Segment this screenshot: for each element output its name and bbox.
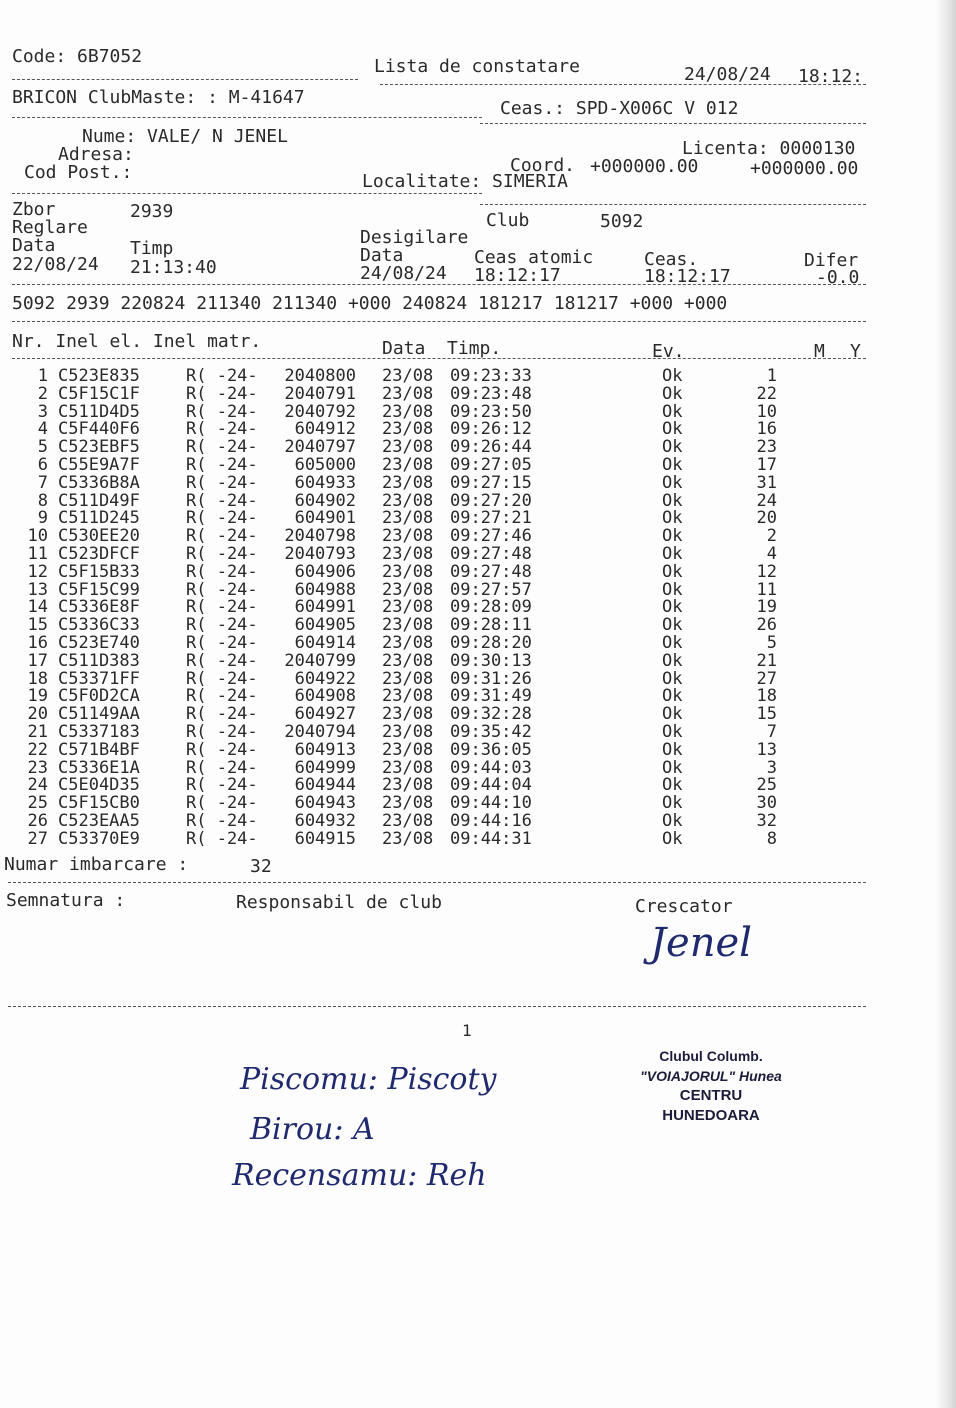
- event-status: Ok: [662, 721, 683, 742]
- divider: [12, 193, 482, 194]
- event-status: Ok: [662, 490, 683, 511]
- clock-label: Ceas.: SPD-X006C V 012: [500, 98, 739, 119]
- position-y: 26: [756, 615, 777, 636]
- row-number: 8: [37, 490, 48, 511]
- divider: [12, 358, 866, 359]
- ring-number: 2040794: [284, 721, 356, 742]
- club-label: Club: [486, 210, 530, 231]
- owner-name: Nume: VALE/ N JENEL: [82, 126, 288, 147]
- event-status: Ok: [662, 704, 683, 725]
- arrival-date: 23/08: [382, 810, 434, 831]
- code-label: Code: 6B7052: [12, 46, 143, 67]
- event-status: Ok: [662, 561, 683, 582]
- electronic-ring: C5F15C1F: [58, 383, 140, 404]
- divider: [480, 123, 866, 124]
- arrival-time: 09:26:12: [450, 419, 532, 440]
- ring-prefix: R( -24-: [186, 704, 258, 725]
- handwritten-line-2: Birou: A: [250, 1112, 375, 1147]
- setting-date: 22/08/24: [12, 254, 99, 275]
- table-row: [0, 650, 956, 671]
- date-label: Data: [12, 235, 56, 256]
- difference-label: Difer: [804, 250, 859, 271]
- owner-postcode: Cod Post.:: [24, 162, 133, 183]
- electronic-ring: C55E9A7F: [58, 454, 140, 475]
- position-y: 16: [756, 419, 777, 440]
- page-number: 1: [462, 1021, 472, 1040]
- ring-number: 2040798: [284, 526, 356, 547]
- ring-prefix: R( -24-: [186, 668, 258, 689]
- arrival-time: 09:23:50: [450, 401, 532, 422]
- position-y: 24: [756, 490, 777, 511]
- table-header-rings: Nr. Inel el. Inel matr.: [12, 331, 262, 352]
- position-y: 20: [756, 508, 777, 529]
- ring-prefix: R( -24-: [186, 437, 258, 458]
- unsealing-label: Desigilare: [360, 227, 469, 248]
- electronic-ring: C5F15C99: [58, 579, 140, 600]
- boarding-count-value: 32: [250, 856, 272, 877]
- flight-label: Zbor: [12, 199, 56, 220]
- ring-prefix: R( -24-: [186, 472, 258, 493]
- position-y: 22: [756, 383, 777, 404]
- ring-number: 604906: [294, 561, 356, 582]
- position-y: 7: [766, 721, 777, 742]
- setting-time: 21:13:40: [130, 257, 217, 278]
- event-status: Ok: [662, 543, 683, 564]
- header-date: 24/08/24: [684, 64, 771, 85]
- event-status: Ok: [662, 810, 683, 831]
- atomic-clock-label: Ceas atomic: [474, 247, 594, 268]
- arrival-time: 09:27:57: [450, 579, 532, 600]
- arrival-time: 09:27:21: [450, 508, 532, 529]
- electronic-ring: C511D4D5: [58, 401, 140, 422]
- position-y: 15: [756, 704, 777, 725]
- electronic-ring: C5336E8F: [58, 597, 140, 618]
- electronic-ring: C523DFCF: [58, 543, 140, 564]
- electronic-ring: C5F440F6: [58, 419, 140, 440]
- table-row: [0, 739, 956, 760]
- row-number: 21: [27, 721, 48, 742]
- row-number: 12: [27, 561, 48, 582]
- event-status: Ok: [662, 526, 683, 547]
- arrival-time: 09:23:33: [450, 366, 532, 386]
- ring-number: 604933: [294, 472, 356, 493]
- arrival-date: 23/08: [382, 383, 434, 404]
- table-row: [0, 828, 956, 849]
- arrival-date: 23/08: [382, 757, 434, 778]
- arrival-date: 23/08: [382, 739, 434, 760]
- ring-number: 2040793: [284, 543, 356, 564]
- coord-label: Coord.: [510, 155, 576, 176]
- row-number: 22: [27, 739, 48, 760]
- arrival-time: 09:28:20: [450, 632, 532, 653]
- club-stamp: [606, 1046, 816, 1126]
- row-number: 27: [27, 828, 48, 849]
- ring-number: 604905: [294, 615, 356, 636]
- event-status: Ok: [662, 579, 683, 600]
- position-y: 12: [756, 561, 777, 582]
- position-y: 11: [756, 579, 777, 600]
- position-y: 4: [766, 543, 777, 564]
- arrival-table: [0, 368, 956, 849]
- arrival-date: 23/08: [382, 561, 434, 582]
- position-y: 10: [756, 401, 777, 422]
- ring-number: 604912: [294, 419, 356, 440]
- row-number: 26: [27, 810, 48, 831]
- position-y: 1: [766, 366, 777, 386]
- ring-prefix: R( -24-: [186, 615, 258, 636]
- position-y: 2: [766, 526, 777, 547]
- divider: [12, 321, 866, 322]
- ring-prefix: R( -24-: [186, 454, 258, 475]
- arrival-time: 09:30:13: [450, 650, 532, 671]
- event-status: Ok: [662, 437, 683, 458]
- arrival-time: 09:35:42: [450, 721, 532, 742]
- position-y: 19: [756, 597, 777, 618]
- electronic-ring: C5F15CB0: [58, 793, 140, 814]
- flight-number: 2939: [130, 201, 174, 222]
- row-number: 16: [27, 632, 48, 653]
- ring-prefix: R( -24-: [186, 579, 258, 600]
- position-y: 5: [766, 632, 777, 653]
- table-row: [0, 383, 956, 404]
- ring-number: 604944: [294, 775, 356, 796]
- position-y: 30: [756, 793, 777, 814]
- event-status: Ok: [662, 632, 683, 653]
- position-y: 17: [756, 454, 777, 475]
- position-y: 25: [756, 775, 777, 796]
- table-header-y: Y: [850, 341, 861, 362]
- arrival-time: 09:27:48: [450, 561, 532, 582]
- row-number: 3: [37, 401, 48, 422]
- breeder-label: Crescator: [635, 896, 733, 917]
- clubmaster-label: BRICON ClubMaste: : M-41647: [12, 87, 305, 108]
- breeder-signature: Jenel: [650, 920, 752, 966]
- ring-prefix: R( -24-: [186, 543, 258, 564]
- electronic-ring: C5336E1A: [58, 757, 140, 778]
- position-y: 13: [756, 739, 777, 760]
- ring-number: 2040791: [284, 383, 356, 404]
- electronic-ring: C511D383: [58, 650, 140, 671]
- position-y: 23: [756, 437, 777, 458]
- ring-prefix: R( -24-: [186, 597, 258, 618]
- arrival-date: 23/08: [382, 793, 434, 814]
- arrival-date: 23/08: [382, 366, 434, 386]
- ring-number: 604991: [294, 597, 356, 618]
- divider: [12, 79, 358, 80]
- table-row: [0, 561, 956, 582]
- table-header-m: M: [814, 341, 825, 362]
- ring-prefix: R( -24-: [186, 419, 258, 440]
- electronic-ring: C53370E9: [58, 828, 140, 849]
- ring-number: 604914: [294, 632, 356, 653]
- ring-prefix: R( -24-: [186, 828, 258, 849]
- clock-value: 18:12:17: [644, 266, 731, 287]
- event-status: Ok: [662, 454, 683, 475]
- position-y: 21: [756, 650, 777, 671]
- electronic-ring: C511D245: [58, 508, 140, 529]
- stamp-line-4: HUNEDOARA: [662, 1107, 760, 1124]
- unsealing-date: 24/08/24: [360, 263, 447, 284]
- divider: [12, 284, 866, 285]
- handwritten-line-3: Recensamu: Reh: [232, 1158, 487, 1193]
- arrival-time: 09:27:46: [450, 526, 532, 547]
- event-status: Ok: [662, 472, 683, 493]
- divider: [8, 1006, 866, 1007]
- stamp-line-2: "VOIAJORUL" Hunea: [640, 1068, 782, 1084]
- table-header-date-time: Data Timp.: [382, 338, 502, 359]
- arrival-date: 23/08: [382, 419, 434, 440]
- arrival-time: 09:28:09: [450, 597, 532, 618]
- event-status: Ok: [662, 383, 683, 404]
- divider: [380, 84, 866, 85]
- ring-number: 604908: [294, 686, 356, 707]
- ring-prefix: R( -24-: [186, 401, 258, 422]
- boarding-count-label: Numar imbarcare :: [4, 854, 189, 875]
- electronic-ring: C5336B8A: [58, 472, 140, 493]
- arrival-date: 23/08: [382, 650, 434, 671]
- ring-number: 604913: [294, 739, 356, 760]
- ring-number: 604902: [294, 490, 356, 511]
- flight-code-line: 5092 2939 220824 211340 211340 +000 240824 181217 181217 +000 +000: [12, 293, 728, 314]
- ring-prefix: R( -24-: [186, 383, 258, 404]
- event-status: Ok: [662, 757, 683, 778]
- arrival-date: 23/08: [382, 543, 434, 564]
- ring-prefix: R( -24-: [186, 757, 258, 778]
- ring-prefix: R( -24-: [186, 775, 258, 796]
- handwritten-line-1: Piscomu: Piscoty: [240, 1062, 497, 1097]
- row-number: 17: [27, 650, 48, 671]
- ring-prefix: R( -24-: [186, 561, 258, 582]
- ring-number: 604922: [294, 668, 356, 689]
- electronic-ring: C523EAA5: [58, 810, 140, 831]
- event-status: Ok: [662, 366, 683, 386]
- locality: Localitate: SIMERIA: [362, 171, 568, 192]
- arrival-date: 23/08: [382, 632, 434, 653]
- table-header-event: Ev.: [652, 341, 685, 362]
- electronic-ring: C523E835: [58, 366, 140, 386]
- difference-value: -0.0: [816, 267, 860, 288]
- arrival-date: 23/08: [382, 526, 434, 547]
- club-responsible-label: Responsabil de club: [236, 892, 442, 913]
- row-number: 11: [27, 543, 48, 564]
- position-y: 32: [756, 810, 777, 831]
- row-number: 10: [27, 526, 48, 547]
- row-number: 9: [37, 508, 48, 529]
- row-number: 5: [37, 437, 48, 458]
- arrival-time: 09:26:44: [450, 437, 532, 458]
- coord-value-2: +000000.00: [750, 158, 859, 179]
- arrival-time: 09:32:28: [450, 704, 532, 725]
- arrival-time: 09:44:03: [450, 757, 532, 778]
- divider: [480, 204, 866, 205]
- ring-prefix: R( -24-: [186, 508, 258, 529]
- arrival-time: 09:36:05: [450, 739, 532, 760]
- ring-prefix: R( -24-: [186, 632, 258, 653]
- stamp-line-1: Clubul Columb.: [659, 1048, 763, 1064]
- arrival-time: 09:31:26: [450, 668, 532, 689]
- event-status: Ok: [662, 793, 683, 814]
- arrival-time: 09:27:20: [450, 490, 532, 511]
- arrival-time: 09:44:31: [450, 828, 532, 849]
- row-number: 4: [37, 419, 48, 440]
- arrival-date: 23/08: [382, 508, 434, 529]
- event-status: Ok: [662, 419, 683, 440]
- time-label: Timp: [130, 238, 174, 259]
- arrival-time: 09:27:15: [450, 472, 532, 493]
- row-number: 7: [37, 472, 48, 493]
- table-row: [0, 472, 956, 493]
- electronic-ring: C5336C33: [58, 615, 140, 636]
- coord-value-1: +000000.00: [590, 156, 699, 177]
- unsealing-date-label: Data: [360, 245, 404, 266]
- divider: [8, 882, 866, 883]
- row-number: 23: [27, 757, 48, 778]
- header-time: 18:12:: [798, 66, 864, 87]
- arrival-time: 09:23:48: [450, 383, 532, 404]
- arrival-time: 09:44:16: [450, 810, 532, 831]
- ring-number: 604932: [294, 810, 356, 831]
- row-number: 13: [27, 579, 48, 600]
- electronic-ring: C571B4BF: [58, 739, 140, 760]
- arrival-date: 23/08: [382, 401, 434, 422]
- electronic-ring: C5F0D2CA: [58, 686, 140, 707]
- ring-number: 2040799: [284, 650, 356, 671]
- ring-number: 604927: [294, 704, 356, 725]
- row-number: 1: [37, 366, 48, 386]
- arrival-date: 23/08: [382, 597, 434, 618]
- divider: [12, 117, 482, 118]
- arrival-date: 23/08: [382, 775, 434, 796]
- ring-number: 604943: [294, 793, 356, 814]
- licence-label: Licenta: 0000130: [682, 138, 856, 159]
- ring-prefix: R( -24-: [186, 793, 258, 814]
- ring-prefix: R( -24-: [186, 650, 258, 671]
- event-status: Ok: [662, 775, 683, 796]
- arrival-date: 23/08: [382, 437, 434, 458]
- row-number: 18: [27, 668, 48, 689]
- electronic-ring: C511D49F: [58, 490, 140, 511]
- clock-short-label: Ceas.: [644, 249, 699, 270]
- setting-label: Reglare: [12, 217, 88, 238]
- ring-number: 604999: [294, 757, 356, 778]
- row-number: 25: [27, 793, 48, 814]
- ring-number: 604988: [294, 579, 356, 600]
- event-status: Ok: [662, 739, 683, 760]
- ring-prefix: R( -24-: [186, 810, 258, 831]
- electronic-ring: C530EE20: [58, 526, 140, 547]
- row-number: 15: [27, 615, 48, 636]
- event-status: Ok: [662, 401, 683, 422]
- row-number: 14: [27, 597, 48, 618]
- arrival-date: 23/08: [382, 686, 434, 707]
- electronic-ring: C5E04D35: [58, 775, 140, 796]
- arrival-date: 23/08: [382, 668, 434, 689]
- ring-prefix: R( -24-: [186, 366, 258, 386]
- arrival-time: 09:27:48: [450, 543, 532, 564]
- document-title: Lista de constatare: [374, 56, 580, 77]
- event-status: Ok: [662, 597, 683, 618]
- arrival-date: 23/08: [382, 721, 434, 742]
- event-status: Ok: [662, 828, 683, 849]
- ring-prefix: R( -24-: [186, 686, 258, 707]
- position-y: 31: [756, 472, 777, 493]
- arrival-date: 23/08: [382, 615, 434, 636]
- row-number: 2: [37, 383, 48, 404]
- ring-number: 604901: [294, 508, 356, 529]
- ring-prefix: R( -24-: [186, 739, 258, 760]
- ring-prefix: R( -24-: [186, 490, 258, 511]
- ring-prefix: R( -24-: [186, 526, 258, 547]
- stamp-line-3: CENTRU: [679, 1087, 743, 1104]
- arrival-date: 23/08: [382, 472, 434, 493]
- arrival-date: 23/08: [382, 704, 434, 725]
- owner-address: Adresa:: [58, 144, 134, 165]
- electronic-ring: C51149AA: [58, 704, 140, 725]
- event-status: Ok: [662, 615, 683, 636]
- electronic-ring: C5337183: [58, 721, 140, 742]
- ring-number: 605000: [294, 454, 356, 475]
- arrival-time: 09:44:04: [450, 775, 532, 796]
- event-status: Ok: [662, 686, 683, 707]
- ring-prefix: R( -24-: [186, 721, 258, 742]
- row-number: 20: [27, 704, 48, 725]
- electronic-ring: C523EBF5: [58, 437, 140, 458]
- arrival-date: 23/08: [382, 490, 434, 511]
- ring-number: 2040797: [284, 437, 356, 458]
- position-y: 18: [756, 686, 777, 707]
- ring-number: 2040792: [284, 401, 356, 422]
- event-status: Ok: [662, 668, 683, 689]
- electronic-ring: C5F15B33: [58, 561, 140, 582]
- arrival-date: 23/08: [382, 454, 434, 475]
- ring-number: 2040800: [284, 366, 356, 386]
- arrival-time: 09:44:10: [450, 793, 532, 814]
- electronic-ring: C523E740: [58, 632, 140, 653]
- position-y: 27: [756, 668, 777, 689]
- event-status: Ok: [662, 650, 683, 671]
- arrival-time: 09:31:49: [450, 686, 532, 707]
- signature-label: Semnatura :: [6, 890, 126, 911]
- position-y: 8: [766, 828, 777, 849]
- row-number: 6: [37, 454, 48, 475]
- event-status: Ok: [662, 508, 683, 529]
- arrival-time: 09:27:05: [450, 454, 532, 475]
- arrival-time: 09:28:11: [450, 615, 532, 636]
- atomic-clock-value: 18:12:17: [474, 265, 561, 286]
- electronic-ring: C53371FF: [58, 668, 140, 689]
- arrival-date: 23/08: [382, 579, 434, 600]
- ring-number: 604915: [294, 828, 356, 849]
- club-number: 5092: [600, 211, 644, 232]
- arrival-date: 23/08: [382, 828, 434, 849]
- position-y: 3: [766, 757, 777, 778]
- row-number: 24: [27, 775, 48, 796]
- row-number: 19: [27, 686, 48, 707]
